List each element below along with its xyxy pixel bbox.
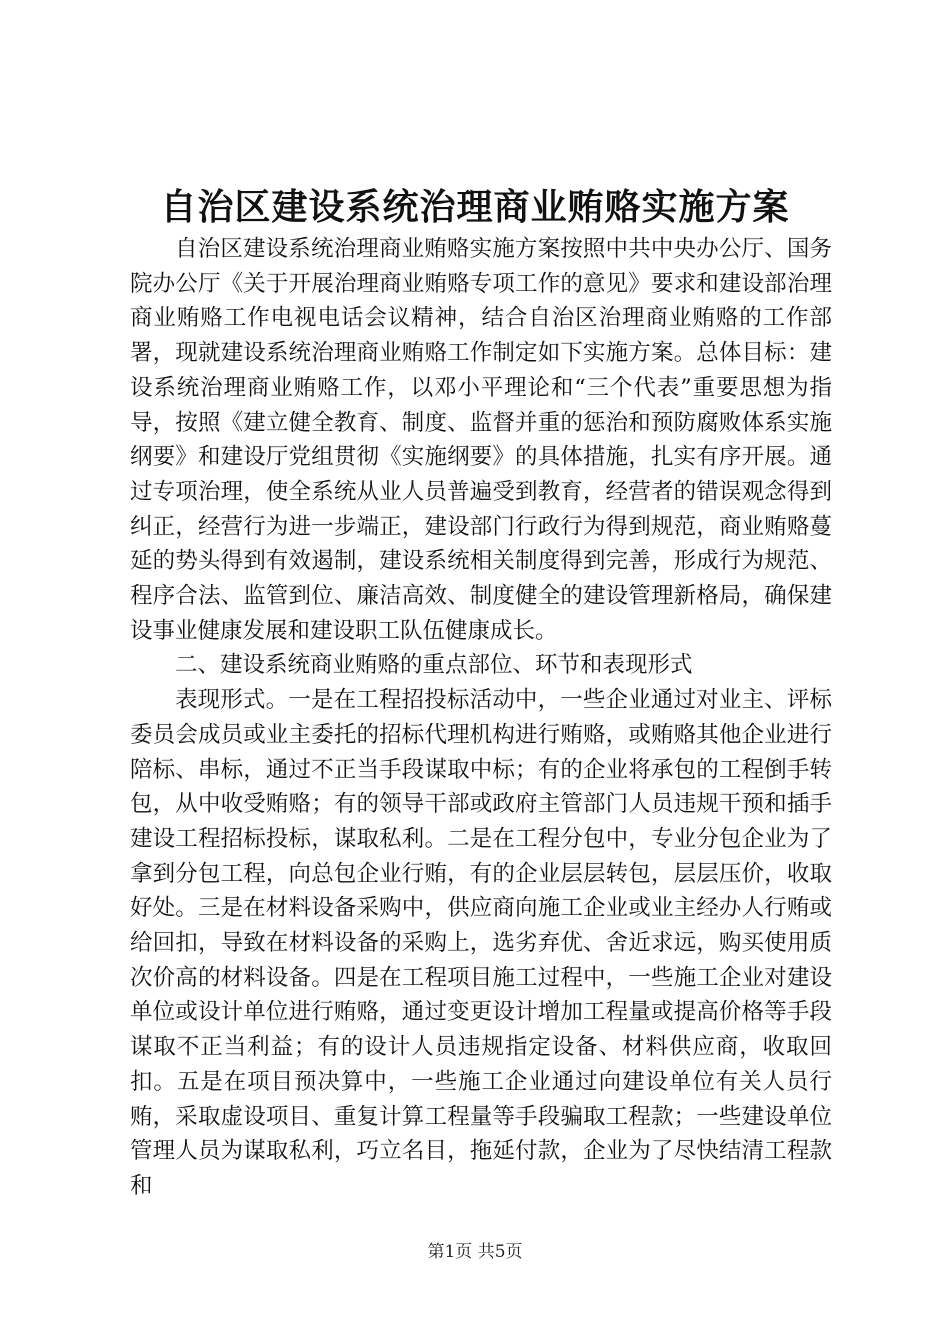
paragraph-overall-goal: 自治区建设系统治理商业贿赂实施方案按照中共中央办公厅、国务院办公厅《关于开展治理商业贿赂专项工作的意见》要求和建设部治理商业贿赂工作电视电话会议精神，结合自治区治理商业贿赂的工作部署，现就建设系统治理商业贿赂工作制定如下实施方案。总体目标：建设系统治理商业贿赂工作，以邓小平理论和“三个代表”重要思想为指导，按照《建立健全教育、制度、监督并重的惩治和预防腐败体系实施纲要》和建设厅党组贯彻《实施纲要》的具体措施，扎实有序开展。通过专项治理，使全系统从业人员普遍受到教育，经营者的错误观念得到纠正，经营行为进一步端正，建设部门行政行为得到规范，商业贿赂蔓延的势头得到有效遏制，建设系统相关制度得到完善，形成行为规范、程序合法、监管到位、廉洁高效、制度健全的建设管理新格局，确保建设事业健康发展和建设职工队伍健康成长。 (130, 236, 832, 644)
document-body (130, 232, 832, 1204)
page-number-footer: 第1页 共5页 (427, 1242, 523, 1262)
paragraph-forms: 表现形式。一是在工程招投标活动中，一些企业通过对业主、评标委员会成员或业主委托的招标代理机构进行贿赂，或贿赂其他企业进行陪标、串标，通过不正当手段谋取中标；有的企业将承包的工程倒手转包，从中收受贿赂；有的领导干部或政府主管部门人员违规干预和插手建设工程招标投标，谋取私利。二是在工程分包中，专业分包企业为了拿到分包工程，向总包企业行贿，有的企业层层转包，层层压价，收取好处。三是在材料设备采购中，供应商向施工企业或业主经办人行贿或给回扣，导致在材料设备的采购上，选劣弃优、舍近求远，购买使用质次价高的材料设备。四是在工程项目施工过程中，一些施工企业对建设单位或设计单位进行贿赂，通过变更设计增加工程量或提高价格等手段谋取不正当利益；有的设计人员违规指定设备、材料供应商，收取回扣。五是在项目预决算中，一些施工企业通过向建设单位有关人员行贿，采取虚设项目、重复计算工程量等手段骗取工程款；一些建设单位管理人员为谋取私利，巧立名目，拖延付款，企业为了尽快结清工程款和 (130, 687, 832, 1199)
section-heading-2: 二、建设系统商业贿赂的重点部位、环节和表现形式 (175, 652, 693, 679)
document-title: 自治区建设系统治理商业贿赂实施方案 (160, 186, 790, 228)
